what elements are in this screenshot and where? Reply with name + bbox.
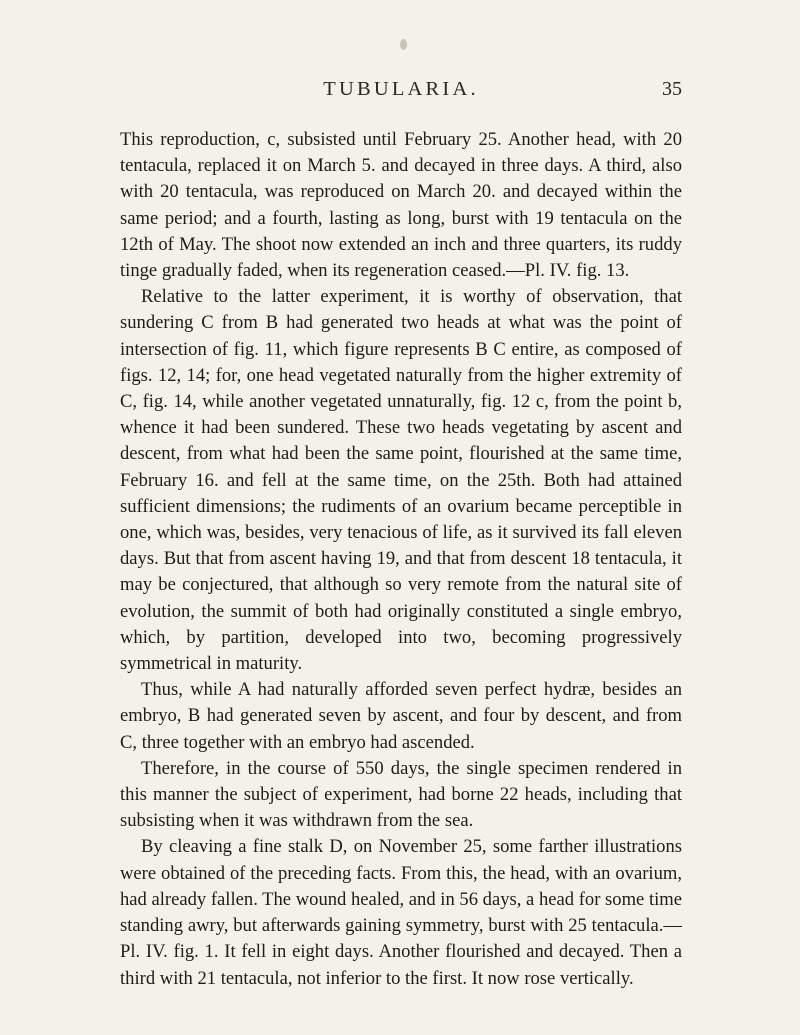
paragraph: This reproduction, c, subsisted until February 25. Another head, with 20 tentacula, replaced it on March 5. and decayed in three days. A third, also with 20 tentacula, was reproduced on March 20. and decayed within the same period; and a fourth, lasting as long, burst with 19 tentacula on the 12th of May. The shoot now extended an inch and three quarters, its ruddy tinge gradually faded, when its regeneration ceased.—Pl. IV. fig. 13. (120, 129, 682, 282)
paragraph: Relative to the latter experiment, it is worthy of observation, that sundering C from B had generated two heads at what was the point of intersection of fig. 11, which figure represents B C entire, as composed of figs. 12, 14; for, one head vegetated naturally from the higher extremity of C, fig. 14, while another vegetated unnaturally, fig. 12 c, from the point b, whence it had been sundered. These two heads vegetating by ascent and descent, from what had been the same point, flourished at the same time, February 16. and fell at the same time, on the 25th. Both had attained sufficient dimensions; the rudiments of an ovarium became perceptible in one, which was, besides, very tenacious of life, as it survived its fall eleven days. But that from ascent having 19, and that from descent 18 tentacula, it may be conjectured, that although so very remote from the natural site of evolution, the summit of both had originally constituted a single embryo, which, by partition, developed into two, becoming progressively symmetrical in maturity. (120, 286, 682, 675)
paragraph: Thus, while A had naturally afforded seven perfect hydræ, besides an embryo, B had generated seven by ascent, and four by descent, and from C, three together with an embryo had ascended. (120, 679, 682, 753)
paragraph: Therefore, in the course of 550 days, the single specimen rendered in this manner the subject of experiment, had borne 22 heads, including that subsisting when it was withdrawn from the sea. (120, 757, 682, 832)
paper-speck (400, 39, 407, 50)
paragraph: By cleaving a fine stalk D, on November 25, some farther illustrations were obtained of the preceding facts. From this, the head, with an ovarium, had already fallen. The wound healed, and in 56 days, a head for some time standing awry, but afterwards gaining symmetry, burst with 25 tentacula.—Pl. IV. fig. 1. It fell in eight days. Another flourished and decayed. Then a third with 21 tentacula, not inferior to the first. It now rose vertically. (120, 836, 682, 989)
body-text (120, 127, 682, 992)
page-number: 35 (662, 78, 682, 100)
running-head (120, 78, 682, 118)
running-title: TUBULARIA. (323, 78, 479, 100)
